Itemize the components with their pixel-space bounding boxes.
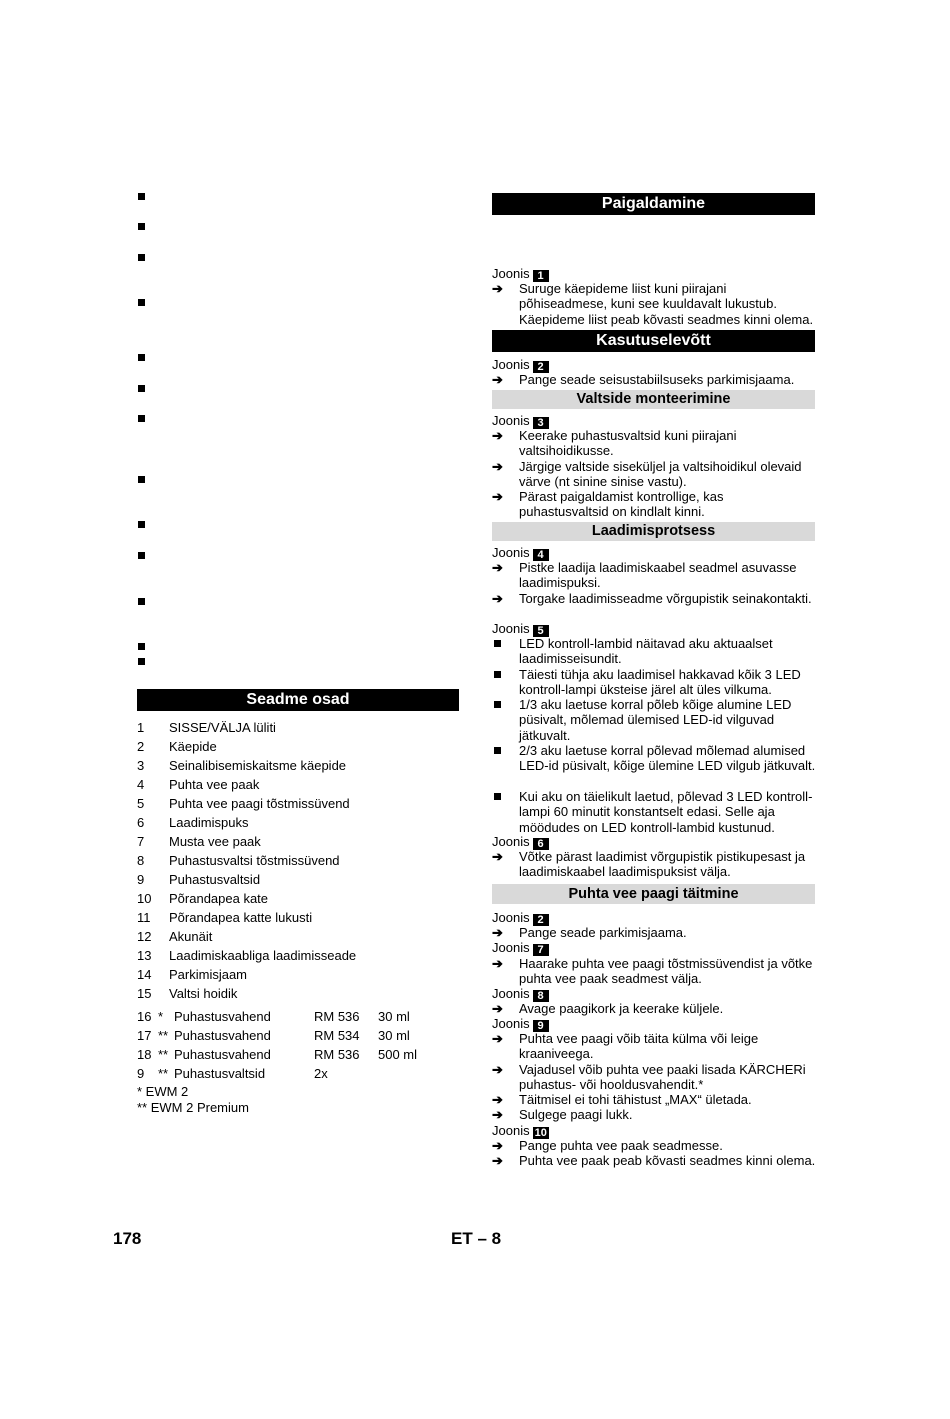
instruction-text: Sulgege paagi lukk. bbox=[519, 1107, 633, 1122]
list-item bbox=[137, 756, 467, 775]
instruction-text: Järgige valtside siseküljel ja valtsihoidikul olevaid värve (nt sinine sinise vastu). bbox=[519, 459, 802, 490]
page-code: ET – 8 bbox=[451, 1229, 502, 1248]
bullet-text: 2/3 aku laetuse korral põlevad mõlemad alumised LED-id püsivalt, kõige ülemine LED vilgub jätkuvalt. bbox=[519, 743, 816, 774]
item-number: 3 bbox=[137, 758, 145, 773]
section-heading-parts: Seadme osad bbox=[137, 689, 459, 711]
table-row bbox=[137, 1064, 467, 1083]
bullet-text: Kui aku on täielikult laetud, põlevad 3 LED kontroll-lampi 60 minutit konstantselt edasi. Selle aja möödudes on LED kontroll-lambid kustunud. bbox=[519, 789, 813, 835]
item-text: Põrandapea katte lukusti bbox=[169, 910, 313, 925]
arrow-icon: ➔ bbox=[492, 956, 503, 971]
bullet-text: 1/3 aku laetuse korral põleb kõige alumine LED püsivalt, mõlemad ülemised LED-id vilguvad jätkuvalt. bbox=[519, 697, 792, 743]
instruction-item bbox=[492, 1153, 816, 1168]
cell-part-number: RM 536 bbox=[314, 1047, 360, 1062]
figure-reference bbox=[492, 621, 549, 636]
cell-part-number: 2x bbox=[314, 1066, 328, 1081]
figure-label: Joonis bbox=[492, 1123, 530, 1138]
bullet-item bbox=[492, 743, 816, 774]
instruction-text: Pange seade parkimisjaama. bbox=[519, 925, 687, 940]
figure-reference bbox=[492, 910, 549, 925]
figure-number: 4 bbox=[533, 549, 549, 561]
figure-number: 5 bbox=[533, 625, 549, 637]
item-text: Akunäit bbox=[169, 929, 213, 944]
instruction-text: Pärast paigaldamist kontrollige, kas puhastusvaltsid on kindlalt kinni. bbox=[519, 489, 724, 520]
figure-reference bbox=[492, 986, 549, 1001]
item-text: Puhta vee paagi tõstmissüvend bbox=[169, 796, 350, 811]
item-number: 6 bbox=[137, 815, 145, 830]
bullet-square-icon bbox=[494, 640, 501, 647]
arrow-icon: ➔ bbox=[492, 1062, 503, 1077]
subsection-heading-tank: Puhta vee paagi täitmine bbox=[492, 884, 815, 904]
bullet-marker bbox=[138, 385, 145, 392]
arrow-icon: ➔ bbox=[492, 1138, 503, 1153]
figure-label: Joonis bbox=[492, 940, 530, 955]
footnotes bbox=[137, 1084, 249, 1116]
list-item bbox=[137, 775, 467, 794]
item-text: Laadimiskaabliga laadimisseade bbox=[169, 948, 357, 963]
footnote: ** EWM 2 Premium bbox=[137, 1100, 249, 1115]
list-item bbox=[137, 813, 467, 832]
cell-quantity: 500 ml bbox=[378, 1047, 418, 1062]
item-text: Puhastusvaltsi tõstmissüvend bbox=[169, 853, 340, 868]
instruction-text: Pistke laadija laadimiskaabel seadmel asuvasse laadimispuksi. bbox=[519, 560, 797, 591]
parts-list bbox=[137, 718, 467, 1003]
figure-label: Joonis bbox=[492, 986, 530, 1001]
figure-number: 10 bbox=[534, 1127, 547, 1139]
list-item bbox=[137, 794, 467, 813]
bullet-marker bbox=[138, 476, 145, 483]
cell-num: 18 bbox=[137, 1047, 152, 1062]
instruction-text: Suruge käepideme liist kuni piirajani põhiseadmese, kuni see kuuldavalt lukustub. bbox=[519, 281, 777, 312]
cell-name: Puhastusvaltsid bbox=[174, 1066, 266, 1081]
bullet-square-icon bbox=[494, 701, 501, 708]
cell-name: Puhastusvahend bbox=[174, 1009, 271, 1024]
bullet-text: LED kontroll-lambid näitavad aku aktuaalset laadimisseisundit. bbox=[519, 636, 773, 667]
item-number: 14 bbox=[137, 967, 152, 982]
figure-reference bbox=[492, 413, 549, 428]
bullet-marker bbox=[138, 643, 145, 650]
instruction-text: Torgake laadimisseadme võrgupistik seinakontakti. bbox=[519, 591, 812, 606]
cell-star: ** bbox=[158, 1066, 169, 1081]
instruction-item bbox=[492, 489, 816, 520]
bullet-marker bbox=[138, 299, 145, 306]
instruction-item bbox=[492, 560, 816, 591]
section-heading-startup: Kasutuselevõtt bbox=[492, 330, 815, 352]
list-item bbox=[137, 927, 467, 946]
item-text: Käepide bbox=[169, 739, 217, 754]
cell-part-number: RM 536 bbox=[314, 1009, 360, 1024]
figure-number: 2 bbox=[533, 914, 549, 926]
table-row bbox=[137, 1026, 467, 1045]
instruction-item bbox=[492, 1138, 816, 1153]
subsection-heading-valves: Valtside monteerimine bbox=[492, 390, 815, 409]
cell-quantity: 30 ml bbox=[378, 1028, 410, 1043]
arrow-icon: ➔ bbox=[492, 560, 503, 575]
figure-number: 3 bbox=[533, 417, 549, 429]
item-text: Musta vee paak bbox=[169, 834, 261, 849]
arrow-icon: ➔ bbox=[492, 925, 503, 940]
item-text: Laadimispuks bbox=[169, 815, 249, 830]
figure-label: Joonis bbox=[492, 621, 530, 636]
cell-name: Puhastusvahend bbox=[174, 1028, 271, 1043]
figure-reference bbox=[492, 834, 549, 849]
arrow-icon: ➔ bbox=[492, 1001, 503, 1016]
bullet-marker bbox=[138, 415, 145, 422]
arrow-icon: ➔ bbox=[492, 489, 503, 504]
list-item bbox=[137, 889, 467, 908]
instruction-item bbox=[492, 281, 816, 312]
item-number: 10 bbox=[137, 891, 152, 906]
figure-reference bbox=[492, 266, 549, 281]
item-text: Parkimisjaam bbox=[169, 967, 248, 982]
cell-quantity: 30 ml bbox=[378, 1009, 410, 1024]
bullet-marker bbox=[138, 254, 145, 261]
bullet-marker bbox=[138, 658, 145, 665]
cell-num: 9 bbox=[137, 1066, 145, 1081]
bullet-square-icon bbox=[494, 747, 501, 754]
list-item bbox=[137, 737, 467, 756]
instruction-item bbox=[492, 1107, 816, 1122]
figure-label: Joonis bbox=[492, 413, 530, 428]
figure-number: 1 bbox=[533, 270, 549, 282]
figure-reference bbox=[492, 1123, 549, 1138]
figure-number: 9 bbox=[533, 1020, 549, 1032]
list-item bbox=[137, 908, 467, 927]
figure-reference bbox=[492, 545, 549, 560]
bullet-text: Täiesti tühja aku laadimisel hakkavad kõik 3 LED kontroll-lampi üksteise järel alt üles vilkuma. bbox=[519, 667, 801, 698]
page-number: 178 bbox=[113, 1229, 142, 1248]
bullet-marker bbox=[138, 598, 145, 605]
item-number: 13 bbox=[137, 948, 152, 963]
item-number: 7 bbox=[137, 834, 145, 849]
cell-name: Puhastusvahend bbox=[174, 1047, 271, 1062]
bullet-item bbox=[492, 697, 816, 743]
instruction-text: Haarake puhta vee paagi tõstmissüvendist ja võtke puhta vee paak seadmest välja. bbox=[519, 956, 813, 987]
instruction-item bbox=[492, 1001, 816, 1016]
instruction-item bbox=[492, 1092, 816, 1107]
item-number: 4 bbox=[137, 777, 145, 792]
arrow-icon: ➔ bbox=[492, 1031, 503, 1046]
list-item bbox=[137, 718, 467, 737]
bullet-item bbox=[492, 636, 816, 667]
table-row bbox=[137, 1045, 467, 1064]
list-item bbox=[137, 984, 467, 1003]
instruction-text: Puhta vee paagi võib täita külma või leige kraaniveega. bbox=[519, 1031, 759, 1062]
item-text: Puhastusvaltsid bbox=[169, 872, 261, 887]
bullet-square-icon bbox=[494, 671, 501, 678]
arrow-icon: ➔ bbox=[492, 591, 503, 606]
list-item bbox=[137, 832, 467, 851]
cell-star: ** bbox=[158, 1028, 169, 1043]
item-text: Puhta vee paak bbox=[169, 777, 260, 792]
figure-reference bbox=[492, 1016, 549, 1031]
instruction-item bbox=[492, 956, 816, 987]
figure-label: Joonis bbox=[492, 834, 530, 849]
bullet-marker bbox=[138, 521, 145, 528]
list-item bbox=[137, 870, 467, 889]
footnote: * EWM 2 bbox=[137, 1084, 189, 1099]
accessories-table bbox=[137, 1007, 467, 1083]
instruction-text: Täitmisel ei tohi tähistust „MAX“ ületada. bbox=[519, 1092, 752, 1107]
instruction-text: Vajadusel võib puhta vee paaki lisada KÄRCHERi puhastus- või hooldusvahendit.* bbox=[519, 1062, 806, 1093]
instruction-note bbox=[492, 312, 816, 327]
arrow-icon: ➔ bbox=[492, 849, 503, 864]
list-item bbox=[137, 851, 467, 870]
item-number: 9 bbox=[137, 872, 145, 887]
bullet-item bbox=[492, 667, 816, 698]
item-number: 8 bbox=[137, 853, 145, 868]
instruction-text: Võtke pärast laadimist võrgupistik pistikupesast ja laadimiskaabel laadimispuksist välja. bbox=[519, 849, 806, 880]
instruction-text: Käepideme liist peab kõvasti seadmes kinni olema. bbox=[519, 312, 814, 327]
arrow-icon: ➔ bbox=[492, 281, 503, 296]
figure-label: Joonis bbox=[492, 910, 530, 925]
bullet-marker bbox=[138, 223, 145, 230]
bullet-marker bbox=[138, 354, 145, 361]
item-number: 1 bbox=[137, 720, 145, 735]
instruction-text: Puhta vee paak peab kõvasti seadmes kinni olema. bbox=[519, 1153, 816, 1168]
instruction-item bbox=[492, 849, 816, 880]
arrow-icon: ➔ bbox=[492, 1153, 503, 1168]
item-number: 12 bbox=[137, 929, 152, 944]
arrow-icon: ➔ bbox=[492, 459, 503, 474]
item-text: Põrandapea kate bbox=[169, 891, 269, 906]
figure-label: Joonis bbox=[492, 266, 530, 281]
instruction-item bbox=[492, 591, 816, 606]
item-text: Valtsi hoidik bbox=[169, 986, 238, 1001]
bullet-marker bbox=[138, 552, 145, 559]
item-number: 5 bbox=[137, 796, 145, 811]
instruction-text: Pange puhta vee paak seadmesse. bbox=[519, 1138, 723, 1153]
item-number: 15 bbox=[137, 986, 152, 1001]
bullet-marker bbox=[138, 193, 145, 200]
instruction-item bbox=[492, 372, 816, 387]
figure-number: 6 bbox=[533, 838, 549, 850]
figure-label: Joonis bbox=[492, 1016, 530, 1031]
cell-num: 17 bbox=[137, 1028, 152, 1043]
instruction-text: Pange seade seisustabiilsuseks parkimisjaama. bbox=[519, 372, 795, 387]
instruction-text: Avage paagikork ja keerake küljele. bbox=[519, 1001, 724, 1016]
figure-reference bbox=[492, 940, 549, 955]
arrow-icon: ➔ bbox=[492, 428, 503, 443]
item-text: SISSE/VÄLJA lüliti bbox=[169, 720, 276, 735]
cell-star: ** bbox=[158, 1047, 169, 1062]
instruction-item bbox=[492, 1031, 816, 1062]
item-number: 11 bbox=[137, 910, 151, 925]
arrow-icon: ➔ bbox=[492, 1092, 503, 1107]
cell-num: 16 bbox=[137, 1009, 152, 1024]
item-text: Seinalibisemiskaitsme käepide bbox=[169, 758, 347, 773]
bullet-item bbox=[492, 789, 816, 835]
figure-label: Joonis bbox=[492, 357, 530, 372]
figure-label: Joonis bbox=[492, 545, 530, 560]
figure-number: 7 bbox=[533, 944, 549, 956]
cell-part-number: RM 534 bbox=[314, 1028, 360, 1043]
instruction-item bbox=[492, 1062, 816, 1093]
item-number: 2 bbox=[137, 739, 145, 754]
instruction-item bbox=[492, 459, 816, 490]
arrow-icon: ➔ bbox=[492, 1107, 503, 1122]
list-item bbox=[137, 946, 467, 965]
bullet-square-icon bbox=[494, 793, 501, 800]
list-item bbox=[137, 965, 467, 984]
figure-number: 2 bbox=[533, 361, 549, 373]
cell-star: * bbox=[158, 1009, 164, 1024]
figure-number: 8 bbox=[533, 990, 549, 1002]
section-heading-install: Paigaldamine bbox=[492, 193, 815, 215]
table-row bbox=[137, 1007, 467, 1026]
instruction-item bbox=[492, 925, 816, 940]
instruction-text: Keerake puhastusvaltsid kuni piirajani valtsihoidikusse. bbox=[519, 428, 737, 459]
figure-reference bbox=[492, 357, 549, 372]
subsection-heading-charging: Laadimisprotsess bbox=[492, 522, 815, 541]
arrow-icon: ➔ bbox=[492, 372, 503, 387]
instruction-item bbox=[492, 428, 816, 459]
